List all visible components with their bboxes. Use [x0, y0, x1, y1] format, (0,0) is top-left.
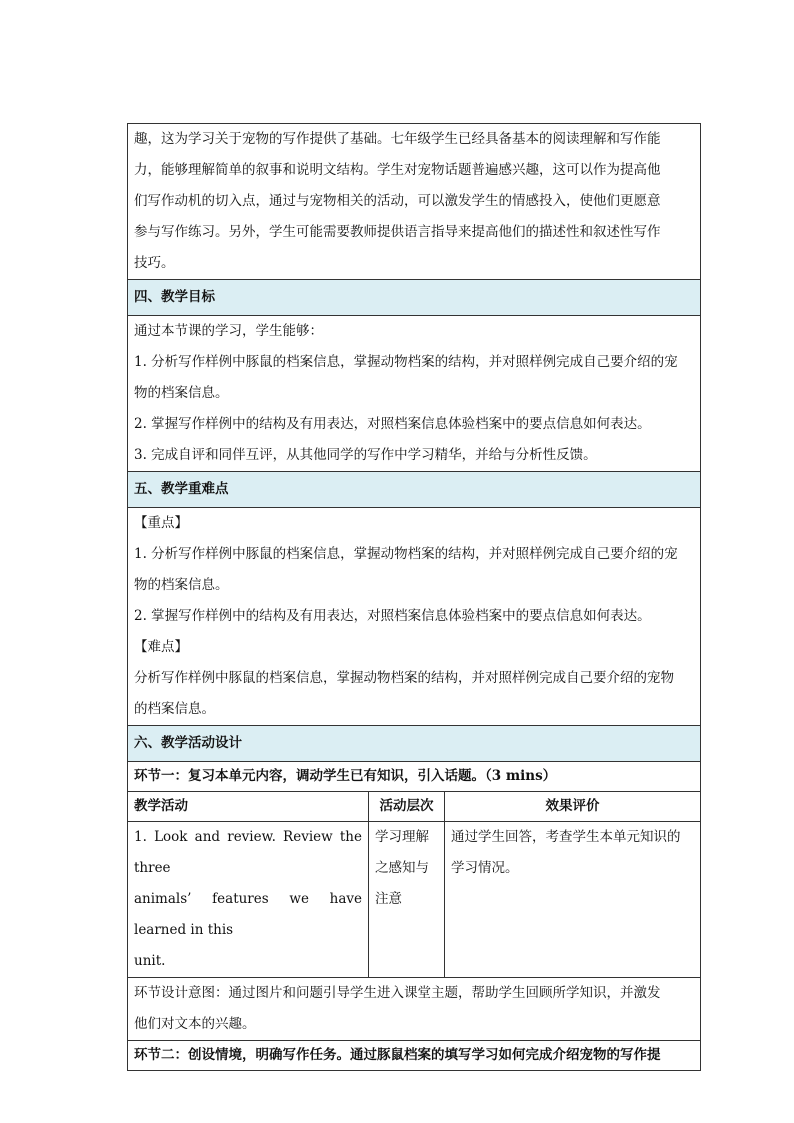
objectives-lead: 通过本节课的学习，学生能够：	[134, 323, 323, 339]
evaluation-cell	[445, 822, 701, 978]
section6-title: 六、教学活动设计	[128, 726, 701, 762]
section5-body-row	[128, 508, 701, 726]
design-intent-row	[128, 978, 701, 1041]
activity-line: unit.	[134, 953, 166, 969]
design-intent-line: 他们对文本的兴趣。	[134, 1016, 256, 1032]
level-line: 注意	[375, 891, 402, 907]
col-header-evaluation: 效果评价	[445, 792, 701, 822]
intro-line: 力，能够理解简单的叙事和说明文结构。学生对宠物话题普遍感兴趣，这可以作为提高他	[134, 162, 661, 178]
section4-body	[128, 316, 701, 472]
activity-line: animals’ features we have learned in this	[134, 891, 362, 938]
activity-header-row	[128, 792, 701, 822]
stage2-row	[128, 1041, 701, 1071]
intro-cell	[128, 124, 701, 280]
objective-item-3: 3. 完成自评和同伴互评，从其他同学的写作中学习精华，并给与分析性反馈。	[134, 447, 597, 463]
design-intent-cell	[128, 978, 701, 1041]
stage2-title: 环节二：创设情境，明确写作任务。通过豚鼠档案的填写学习如何完成介绍宠物的写作提	[128, 1041, 701, 1071]
stage1-title: 环节一：复习本单元内容，调动学生已有知识，引入话题。（3 mins）	[128, 762, 701, 792]
objective-item-1: 1. 分析写作样例中豚鼠的档案信息，掌握动物档案的结构，并对照样例完成自己要介绍的宠	[134, 354, 678, 370]
key-point-item-2: 2. 掌握写作样例中的结构及有用表达，对照档案信息体验档案中的要点信息如何表达。	[134, 608, 651, 624]
intro-line: 趣，这为学习关于宠物的写作提供了基础。七年级学生已经具备基本的阅读理解和写作能	[134, 131, 661, 147]
objective-item-1-cont: 物的档案信息。	[134, 385, 229, 401]
intro-line: 们写作动机的切入点，通过与宠物相关的活动，可以激发学生的情感投入，使他们更愿意	[134, 193, 661, 209]
section6-header-row	[128, 726, 701, 762]
evaluation-line: 学习情况。	[451, 860, 519, 876]
design-intent-line: 环节设计意图：通过图片和问题引导学生进入课堂主题，帮助学生回顾所学知识，并激发	[134, 985, 661, 1001]
objective-item-2: 2. 掌握写作样例中的结构及有用表达，对照档案信息体验档案中的要点信息如何表达。	[134, 416, 651, 432]
section4-body-row	[128, 316, 701, 472]
key-points-label: 【重点】	[134, 515, 188, 531]
difficult-point-line: 的档案信息。	[134, 701, 215, 717]
section5-title: 五、教学重难点	[128, 472, 701, 508]
level-cell	[369, 822, 445, 978]
section5-header-row	[128, 472, 701, 508]
col-header-activity: 教学活动	[128, 792, 369, 822]
key-point-item-1-cont: 物的档案信息。	[134, 577, 229, 593]
stage1-row	[128, 762, 701, 792]
section5-body	[128, 508, 701, 726]
difficult-point-line: 分析写作样例中豚鼠的档案信息，掌握动物档案的结构，并对照样例完成自己要介绍的宠物	[134, 670, 674, 686]
activity-row	[128, 822, 701, 978]
activity-line: 1. Look and review. Review the three	[134, 829, 362, 876]
difficult-points-label: 【难点】	[134, 639, 188, 655]
intro-row	[128, 124, 701, 280]
key-point-item-1: 1. 分析写作样例中豚鼠的档案信息，掌握动物档案的结构，并对照样例完成自己要介绍的宠	[134, 546, 678, 562]
intro-line: 技巧。	[134, 255, 175, 271]
lesson-plan-table	[127, 123, 701, 1071]
col-header-level: 活动层次	[369, 792, 445, 822]
evaluation-line: 通过学生回答，考查学生本单元知识的	[451, 829, 681, 845]
level-line: 之感知与	[375, 860, 429, 876]
activity-cell	[128, 822, 369, 978]
level-line: 学习理解	[375, 829, 429, 845]
section4-title: 四、教学目标	[128, 280, 701, 316]
section4-header-row	[128, 280, 701, 316]
intro-line: 参与写作练习。另外，学生可能需要教师提供语言指导来提高他们的描述性和叙述性写作	[134, 224, 661, 240]
